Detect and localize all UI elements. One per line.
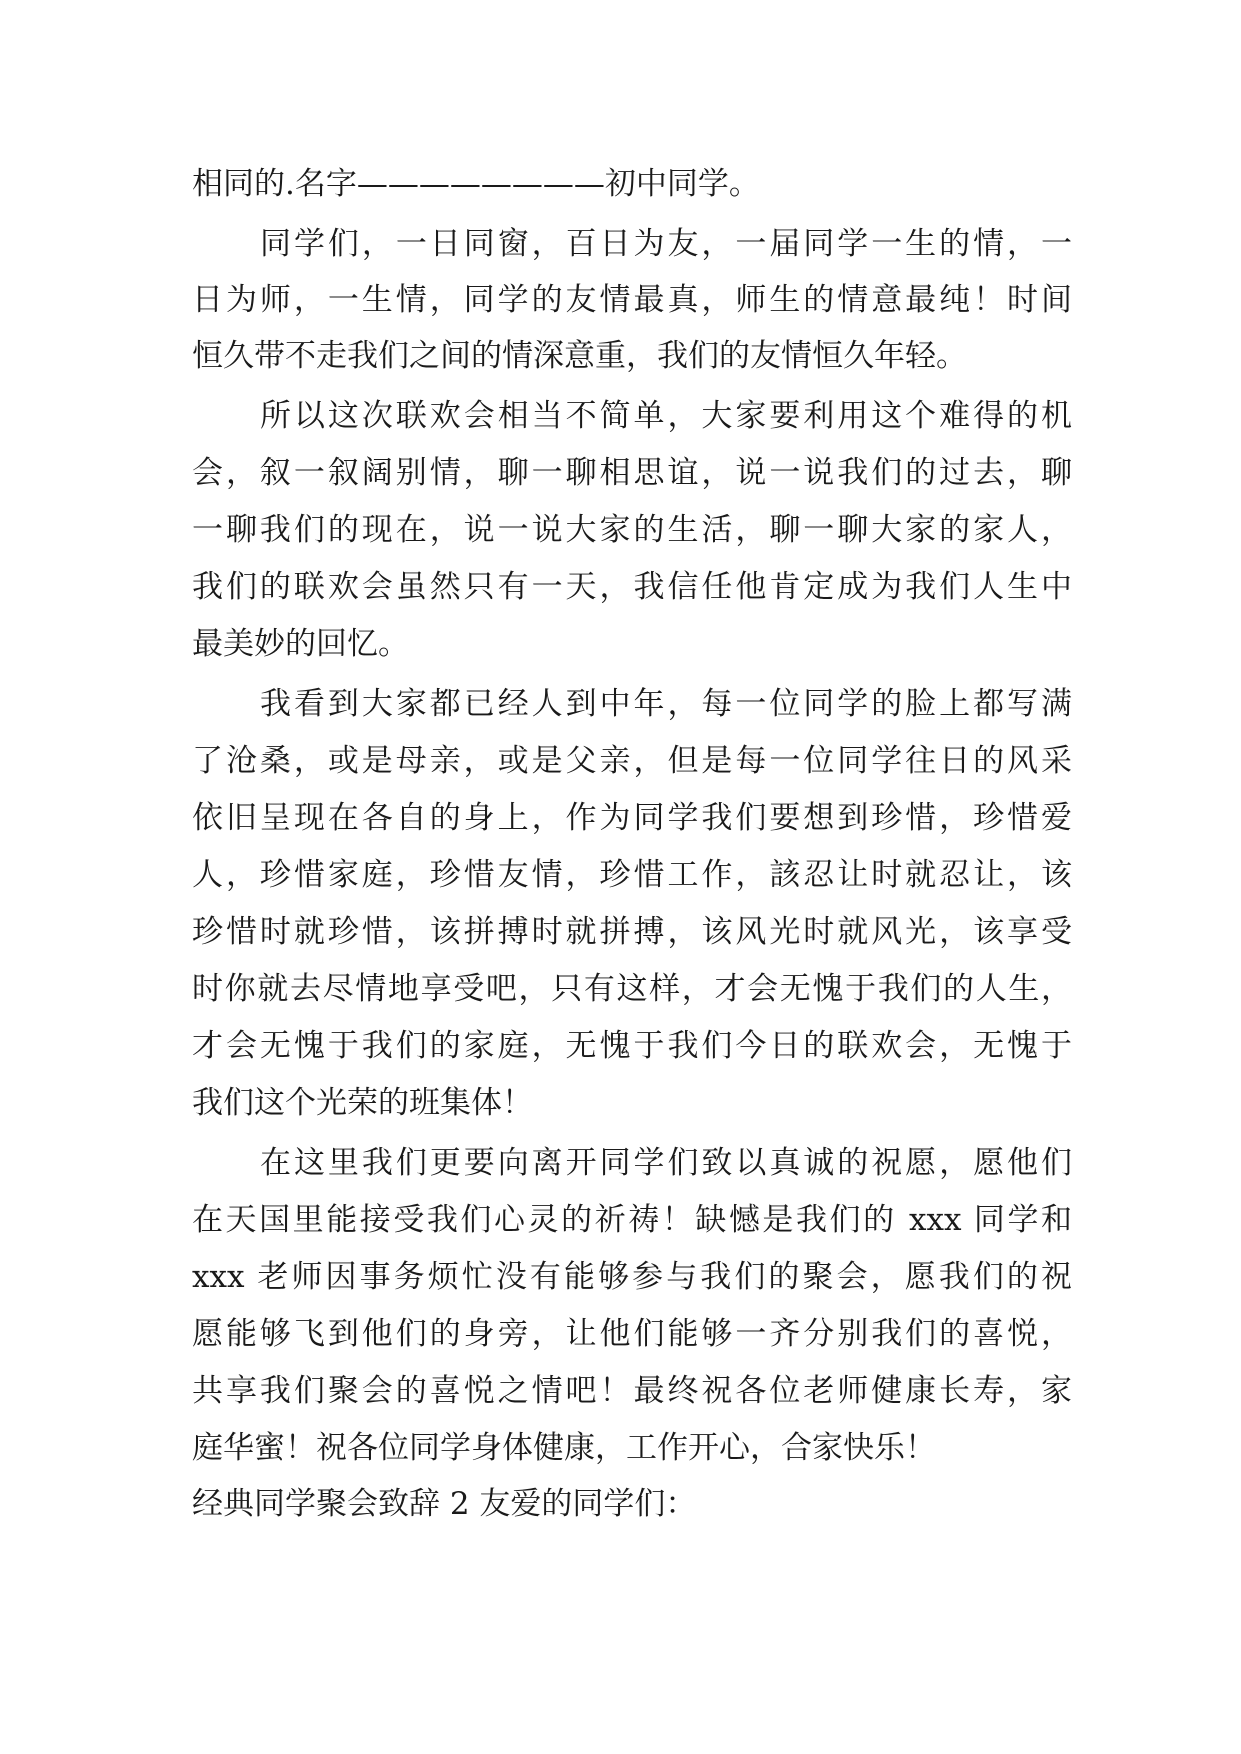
paragraph-1-line-3: 恒久带不走我们之间的情深意重，我们的友情恒久年轻。	[192, 338, 967, 374]
paragraph-4-line-5: 共享我们聚会的喜悦之情吧！最终祝各位老师健康长寿，家	[192, 1373, 1072, 1409]
paragraph-3-line-2: 了沧桑，或是母亲，或是父亲，但是每一位同学往日的风采	[192, 743, 1072, 779]
paragraph-4-line-6: 庭华蜜！祝各位同学身体健康，工作开心，合家快乐！	[192, 1430, 936, 1466]
paragraph-3-line-6: 时你就去尽情地享受吧，只有这样，才会无愧于我们的人生，	[192, 971, 1072, 1007]
section-heading: 经典同学聚会致辞 2 友爱的同学们：	[192, 1486, 697, 1522]
paragraph-1-line-2: 日为师，一生情，同学的友情最真，师生的情意最纯！时间	[192, 282, 1072, 318]
paragraph-3-line-7: 才会无愧于我们的家庭，无愧于我们今日的联欢会，无愧于	[192, 1028, 1072, 1064]
paragraph-2-line-3: 一聊我们的现在，说一说大家的生活，聊一聊大家的家人，	[192, 512, 1072, 548]
paragraph-3-line-8: 我们这个光荣的班集体！	[192, 1085, 533, 1121]
paragraph-3-line-4: 人，珍惜家庭，珍惜友情，珍惜工作，該忍让时就忍让，该	[192, 857, 1072, 893]
paragraph-2-line-5: 最美妙的回忆。	[192, 626, 409, 662]
paragraph-3-line-5: 珍惜时就珍惜，该拼搏时就拼搏，该风光时就风光，该享受	[192, 914, 1072, 950]
paragraph-1-line-1: 同学们，一日同窗，百日为友，一届同学一生的情，一	[260, 226, 1072, 262]
paragraph-3-line-1: 我看到大家都已经人到中年，每一位同学的脸上都写满	[260, 686, 1072, 722]
paragraph-4-line-4: 愿能够飞到他们的身旁，让他们能够一齐分别我们的喜悦，	[192, 1316, 1072, 1352]
paragraph-3-line-3: 依旧呈现在各自的身上，作为同学我们要想到珍惜，珍惜爱	[192, 800, 1072, 836]
paragraph-4-line-2: 在天国里能接受我们心灵的祈祷！缺憾是我们的 xxx 同学和	[192, 1202, 1072, 1238]
paragraph-2-line-4: 我们的联欢会虽然只有一天，我信任他肯定成为我们人生中	[192, 569, 1072, 605]
paragraph-2-line-2: 会，叙一叙阔别情，聊一聊相思谊，说一说我们的过去，聊	[192, 455, 1072, 491]
text-line-1: 相同的.名字————————初中同学。	[192, 166, 760, 202]
paragraph-4-line-3: xxx 老师因事务烦忙没有能够参与我们的聚会，愿我们的祝	[192, 1259, 1072, 1295]
paragraph-2-line-1: 所以这次联欢会相当不简单，大家要利用这个难得的机	[260, 398, 1072, 434]
paragraph-4-line-1: 在这里我们更要向离开同学们致以真诚的祝愿，愿他们	[260, 1145, 1072, 1181]
